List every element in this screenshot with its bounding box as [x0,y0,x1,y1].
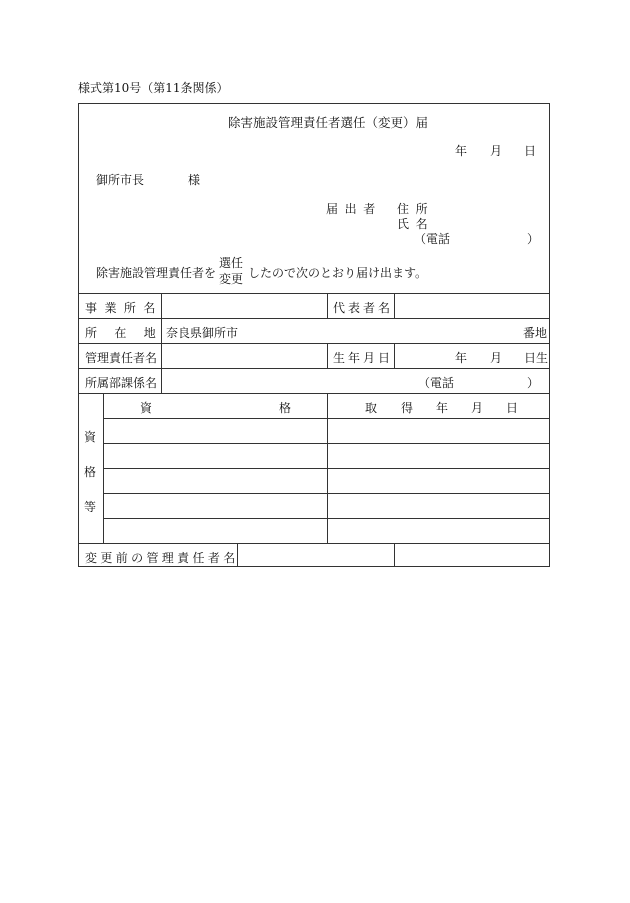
address-label: 住所 [397,202,435,216]
department-phone-open: （電話 [418,376,455,390]
location-suffix: 番地 [523,326,548,340]
location-field[interactable] [244,320,514,341]
acquired-column-header-1: 取 [365,401,378,415]
department-phone-close: ） [527,376,540,390]
statement-option-change: 変更 [219,272,244,286]
acquired-column-header-5: 日 [506,401,519,415]
qualification-cell[interactable] [105,470,325,491]
date-day-label: 日 [524,144,537,158]
addressee: 御所市長 [96,173,145,187]
department-field[interactable] [163,370,413,391]
notifier-label: 届出者 [326,202,382,216]
rule [103,443,549,444]
manager-name-field[interactable] [163,345,325,366]
statement-before: 除害施設管理責任者を [96,266,217,280]
previous-manager-extra-field[interactable] [396,545,546,565]
phone-open: （電話 [414,232,451,246]
notification-form [78,103,550,567]
date-year-label: 年 [455,144,468,158]
date-month-label: 月 [490,144,503,158]
rule [103,468,549,469]
acquired-column-header-4: 月 [471,401,484,415]
rule [79,543,549,544]
rule [327,293,328,318]
birthdate-month-label: 月 [490,351,503,365]
qualification-side-label-2: 格 [84,465,97,479]
name-label: 氏名 [397,217,435,231]
rule [327,343,328,368]
honorific: 様 [188,173,201,187]
qualification-side-label-1: 資 [84,430,97,444]
acquired-column-header-3: 年 [436,401,449,415]
acquired-date-cell[interactable] [329,445,547,466]
previous-manager-label: 変更前の管理責任者名 [85,551,239,565]
qualification-cell[interactable] [105,420,325,441]
qualification-column-header-2: 格 [279,401,292,415]
rule [394,343,395,368]
rule [103,518,549,519]
rule [79,368,549,369]
rule [79,318,549,319]
acquired-date-cell[interactable] [329,420,547,441]
representative-label: 代表者名 [333,301,394,315]
office-name-label: 事業所名 [85,301,163,315]
statement-after: したので次のとおり届け出ます。 [248,266,428,280]
qualification-cell[interactable] [105,520,325,541]
acquired-date-cell[interactable] [329,520,547,541]
rule [103,493,549,494]
rule [79,393,549,394]
previous-manager-field[interactable] [239,545,392,565]
rule [394,293,395,318]
rule [103,418,549,419]
phone-close: ） [527,232,540,246]
rule [394,543,395,567]
form-title: 除害施設管理責任者選任（変更）届 [228,115,429,130]
acquired-date-cell[interactable] [329,470,547,491]
rule [79,343,549,344]
representative-field[interactable] [396,295,546,316]
acquired-date-cell[interactable] [329,495,547,516]
qualification-cell[interactable] [105,495,325,516]
birthdate-year-label: 年 [455,351,468,365]
location-prefix: 奈良県御所市 [166,326,239,340]
birthdate-day-label: 日生 [524,351,549,365]
rule [79,293,549,294]
manager-name-label: 管理責任者名 [85,351,158,365]
qualification-column-header-1: 資 [140,401,153,415]
rule [327,393,328,543]
office-name-field[interactable] [163,295,325,316]
birthdate-label: 生年月日 [333,351,394,365]
qualification-side-label-3: 等 [84,500,97,514]
acquired-column-header-2: 得 [401,401,414,415]
statement-option-appoint: 選任 [219,256,244,270]
department-label: 所属部課係名 [85,376,158,390]
form-number: 様式第10号（第11条関係） [78,81,229,95]
qualification-cell[interactable] [105,445,325,466]
rule [103,393,104,543]
location-label: 所在地 [85,326,174,340]
